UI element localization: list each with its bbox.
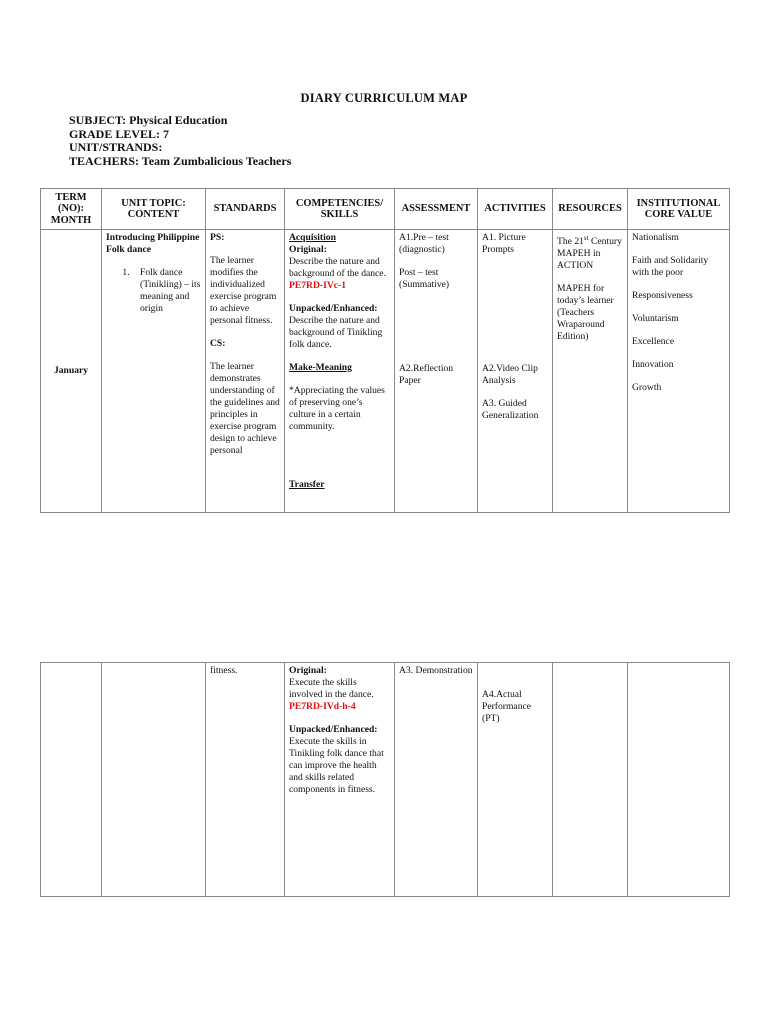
header-topic: UNIT TOPIC: CONTENT [102, 189, 206, 230]
table-row [41, 663, 730, 897]
make-meaning-label: Make-Meaning [289, 362, 352, 373]
resource-item: The 21st Century MAPEH in ACTION [557, 234, 622, 272]
activity-item: A3. Guided Generalization [482, 398, 539, 421]
document-meta [69, 114, 291, 168]
document-title: DIARY CURRICULUM MAP [300, 91, 468, 105]
resources-cell [553, 230, 628, 513]
assessment-cell [395, 230, 478, 513]
core-value-item: Voluntarism [632, 313, 679, 324]
unit-line: UNIT/STRANDS: [69, 140, 163, 154]
core-value-item: Nationalism [632, 232, 679, 243]
header-standards: STANDARDS [206, 189, 285, 230]
competencies-cell [285, 230, 395, 513]
unpacked-text: Describe the nature and background of Tinikling folk dance. [289, 315, 383, 350]
curriculum-table-continued [40, 662, 730, 897]
activity-item: A1. Picture Prompts [482, 232, 526, 255]
list-item: 1. Folk dance (Tinikling) – its meaning and origin [132, 267, 201, 315]
curriculum-table [40, 188, 730, 513]
competencies-cell [285, 663, 395, 897]
cs-text: The learner demonstrates understanding of the guidelines and principles in exercise program design to achieve personal [210, 361, 280, 456]
activity-item: A2.Video Clip Analysis [482, 363, 538, 386]
subject-line: SUBJECT: Physical Education [69, 113, 228, 127]
core-value-cell [628, 663, 730, 897]
topic-list [106, 267, 201, 315]
assessment-item: A1.Pre – test (diagnostic) [399, 232, 449, 255]
ps-text: The learner modifies the individualized exercise program to achieve personal fitness. [210, 255, 277, 326]
standards-continued: fitness. [210, 665, 238, 676]
original-text: Execute the skills involved in the dance. [289, 677, 374, 700]
teachers-line: TEACHERS: Team Zumbalicious Teachers [69, 153, 292, 168]
core-value-item: Responsiveness [632, 290, 693, 301]
activities-cell [478, 663, 553, 897]
topic-title: Introducing Philippine Folk dance [106, 232, 200, 255]
competency-code: PE7RD-IVc-1 [289, 280, 347, 291]
make-meaning-text: *Appreciating the values of preserving one’s culture in a certain community. [289, 385, 385, 432]
ps-label: PS: [210, 232, 225, 243]
original-text: Describe the nature and background of the dance. [289, 256, 386, 279]
standards-cell [206, 230, 285, 513]
cs-label: CS: [210, 338, 226, 349]
competency-code: PE7RD-IVd-h-4 [289, 701, 356, 712]
header-core-value: INSTITUTIONAL CORE VALUE [628, 189, 730, 230]
month-cell: January [41, 230, 102, 513]
core-value-item: Faith and Solidarity with the poor [632, 255, 709, 278]
header-competencies: COMPETENCIES/ SKILLS [285, 189, 395, 230]
activities-cell [478, 230, 553, 513]
header-term: TERM (NO): MONTH [41, 189, 102, 230]
unpacked-label: Unpacked/Enhanced: [289, 303, 378, 314]
core-value-item: Excellence [632, 336, 675, 347]
header-assessment: ASSESSMENT [395, 189, 478, 230]
original-label: Original: [289, 665, 327, 676]
core-value-cell [628, 230, 730, 513]
header-row [41, 189, 730, 230]
topic-cell [102, 230, 206, 513]
grade-line: GRADE LEVEL: 7 [69, 126, 170, 141]
activity-item: A4.Actual Performance (PT) [482, 689, 532, 724]
assessment-item: Post – test (Summative) [399, 267, 450, 290]
assessment-cell [395, 663, 478, 897]
assessment-item: A3. Demonstration [399, 665, 473, 676]
unpacked-label: Unpacked/Enhanced: [289, 724, 378, 735]
original-label: Original: [289, 244, 327, 255]
assessment-item: A2.Reflection Paper [399, 363, 454, 386]
acquisition-label: Acquisition [289, 232, 336, 243]
core-value-item: Growth [632, 382, 662, 393]
table-row [41, 230, 730, 513]
unpacked-text: Execute the skills in Tinikling folk dance that can improve the health and skills related components in fitness. [289, 736, 384, 795]
header-resources: RESOURCES [553, 189, 628, 230]
transfer-label: Transfer [289, 479, 325, 490]
topic-cell [102, 663, 206, 897]
month-cell [41, 663, 102, 897]
resources-cell [553, 663, 628, 897]
standards-cell [206, 663, 285, 897]
resource-item: MAPEH for today’s learner (Teachers Wraparound Edition) [557, 283, 614, 343]
header-activities: ACTIVITIES [478, 189, 553, 230]
core-value-item: Innovation [632, 359, 674, 370]
